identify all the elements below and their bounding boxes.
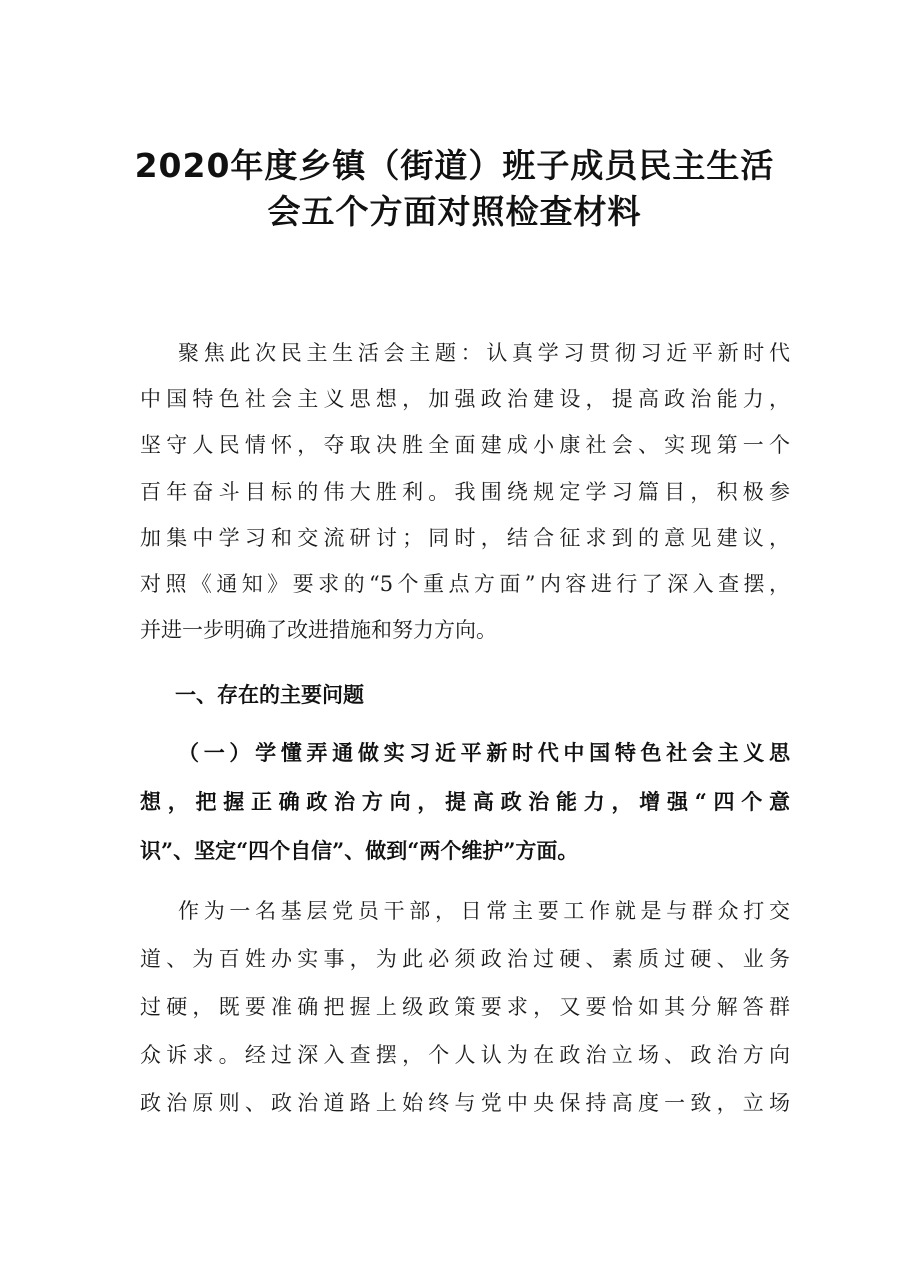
document-title-line-1: 2020年度乡镇（街道）班子成员民主生活 [134, 146, 775, 185]
paragraph-line: 坚守人民情怀，夺取决胜全面建成小康社会、实现第一个 [140, 433, 790, 457]
subsection-heading-line: （一）学懂弄通做实习近平新时代中国特色社会主义思 [178, 740, 790, 765]
paragraph-line: 作为一名基层党员干部，日常主要工作就是与群众打交 [178, 899, 790, 923]
paragraph-line: 道、为百姓办实事，为此必须政治过硬、素质过硬、业务 [140, 947, 790, 971]
paragraph-line: 过硬，既要准确把握上级政策要求，又要恰如其分解答群 [140, 995, 790, 1019]
paragraph-line: 政治原则、政治道路上始终与党中央保持高度一致，立场 [140, 1091, 790, 1115]
paragraph-line: 对照《通知》要求的“5个重点方面”内容进行了深入查摆， [140, 572, 790, 596]
subsection-heading-line: 识”、坚定“四个自信”、做到“两个维护”方面。 [140, 838, 579, 863]
paragraph-line: 中国特色社会主义思想，加强政治建设，提高政治能力， [140, 387, 790, 411]
document-title-line-2: 会五个方面对照检查材料 [267, 192, 642, 231]
paragraph-line: 聚焦此次民主生活会主题：认真学习贯彻习近平新时代 [178, 341, 790, 365]
paragraph-line: 加集中学习和交流研讨；同时，结合征求到的意见建议， [140, 526, 790, 550]
section-heading: 一、存在的主要问题 [175, 683, 364, 707]
subsection-heading-line: 想，把握正确政治方向，提高政治能力，增强“四个意 [140, 789, 790, 814]
paragraph-line: 并进一步明确了改进措施和努力方向。 [140, 618, 497, 642]
paragraph-line: 众诉求。经过深入查摆，个人认为在政治立场、政治方向 [140, 1043, 790, 1067]
paragraph-line: 百年奋斗目标的伟大胜利。我围绕规定学习篇目，积极参 [140, 480, 790, 504]
